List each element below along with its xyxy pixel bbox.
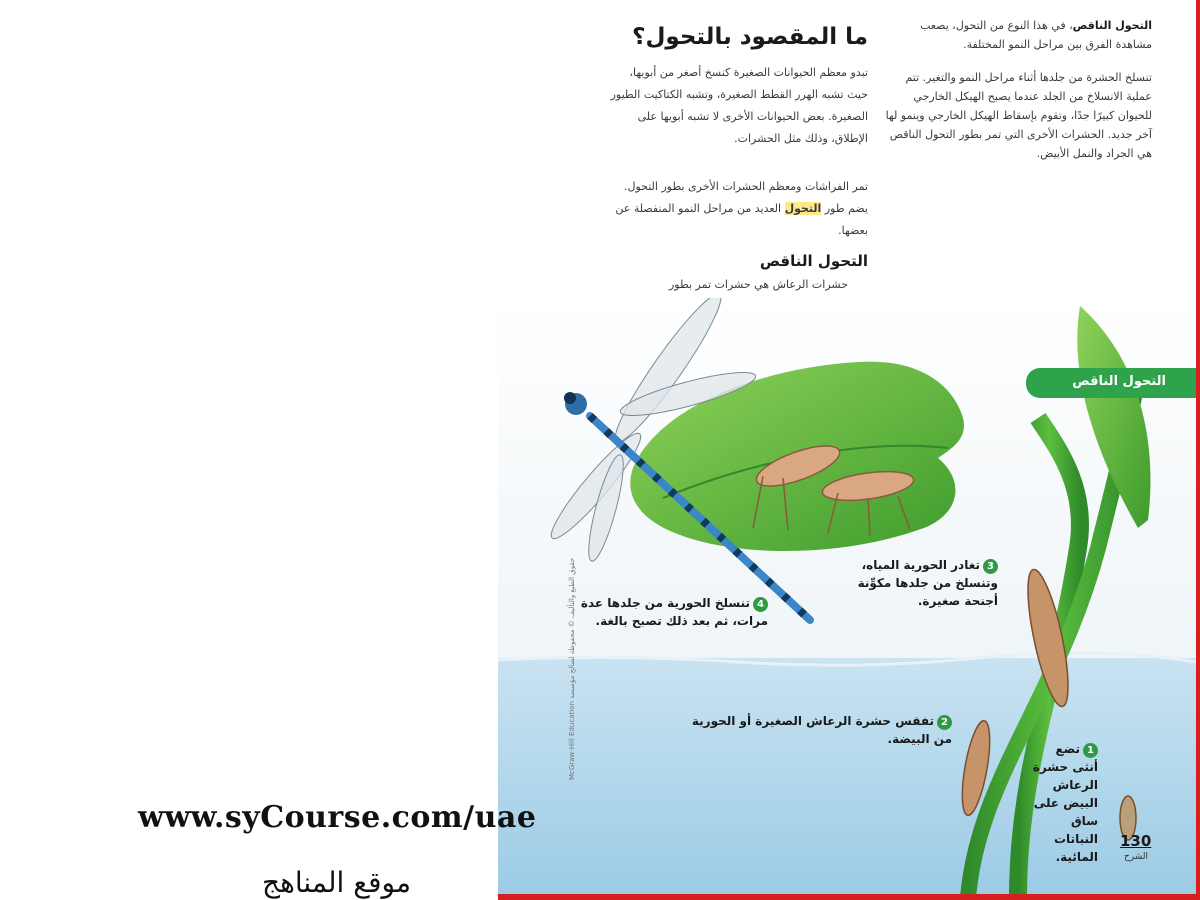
watermark-url: www.syCourse.com/uae: [138, 800, 537, 835]
publisher-credit: McGraw-Hill Education حقوق الطبع والتأليف © محفوظة لصالح مؤسسة: [568, 557, 576, 780]
step-number-badge: 2: [937, 715, 952, 730]
term-incomplete-metamorphosis: التحول الناقص: [1072, 19, 1152, 32]
page-border-right: [1196, 0, 1200, 900]
step-number-badge: 1: [1083, 743, 1098, 758]
page-number: 130: [1120, 832, 1152, 850]
step-number-badge: 4: [753, 597, 768, 612]
page-border-bottom: [498, 894, 1200, 900]
paragraph-metamorphosis: تمر الفراشات ومعظم الحشرات الأخرى بطور التحول. يضم طور التحول العديد من مراحل النمو المنفصلة عن بعضها.: [615, 180, 868, 237]
diagram-banner: التحول الناقص: [1026, 368, 1196, 398]
page-section-label: الشرح: [1124, 852, 1149, 862]
subheading-incomplete: التحول الناقص: [759, 252, 868, 270]
caption-step-1: 1تضع أنثى حشرة الرعاش البيض على ساق النباتات المائية.: [1032, 742, 1098, 864]
highlighted-term: التحول: [784, 202, 822, 215]
caption-step-2: 2تفقس حشرة الرعاش الصغيرة أو الحورية من البيضة.: [691, 714, 952, 746]
textbook-page: [498, 0, 1196, 896]
paragraph-dragonfly: حشرات الرعاش هي حشرات تمر بطور: [668, 278, 848, 291]
section-heading: ما المقصود بالتحول؟: [632, 24, 868, 50]
molting-paragraph: تنسلخ الحشرة من جلدها أثناء مراحل النمو والتغير. تتم عملية الانسلاخ من الجلد عندما يصبح الهيكل الخارجي للحيوان كبيرًا جدًا، وتقوم بإسقاط الهيكل الخارجي وينمو لها آخر جديد. الحشرات الأخرى التي تمر بطور التحول الناقص هي الجراد والنمل الأبيض.: [885, 71, 1152, 160]
intro-paragraph: التحول الناقص، في هذا النوع من التحول، يصعب مشاهدة الفرق بين مراحل النمو المختلفة.: [920, 19, 1152, 51]
caption-step-3: 3تغادر الحورية المياه، وتنسلخ من جلدها مكوِّنة أجنحة صغيرة.: [857, 558, 998, 608]
caption-step-4: 4تنسلخ الحورية من جلدها عدة مرات، ثم بعد ذلك تصبح بالغة.: [580, 596, 768, 628]
paragraph-young-animals: تبدو معظم الحيوانات الصغيرة كنسخ أصغر من أبويها، حيث تشبه الهرر القطط الصغيرة، وتشبه الكتاكيت الطيور الصغيرة. بعض الحيوانات الأخرى لا تشبه أبويها على الإطلاق، وذلك مثل الحشرات.: [610, 66, 868, 145]
watermark-label: موقع المناهج: [262, 866, 411, 899]
step-number-badge: 3: [983, 559, 998, 574]
